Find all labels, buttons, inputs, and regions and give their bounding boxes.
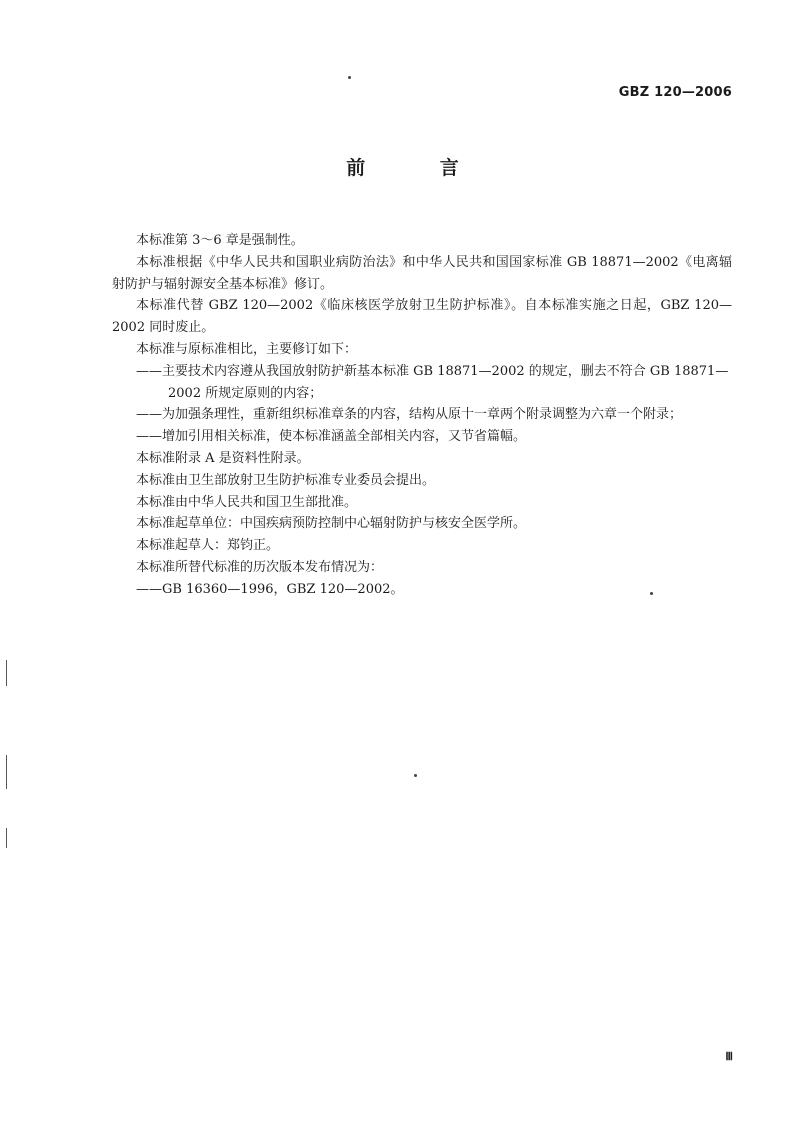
scan-dot: [650, 592, 653, 595]
paragraph-mandatory-chapters: 本标准第 3～6 章是强制性。: [136, 233, 304, 248]
change-item-2: ——为加强条理性，重新组织标准章条的内容，结构从原十一章两个附录调整为六章一个附录；: [136, 407, 683, 423]
scan-mark: [6, 755, 7, 789]
standard-code: GBZ 120—2006: [618, 85, 732, 100]
scan-dot: [348, 76, 351, 79]
change-item-3: ——增加引用相关标准，使本标准涵盖全部相关内容，又节省篇幅。: [136, 429, 527, 445]
paragraph-changes-intro: 本标准与原标准相比，主要修订如下：: [136, 341, 358, 357]
page-title: 前 言: [346, 157, 493, 179]
change-item-1: ——主要技术内容遵从我国放射防护新基本标准 GB 18871—2002 的规定，删去不符合 GB 18871—2002 所规定原则的内容；: [136, 363, 729, 401]
paragraph-proposer: 本标准由卫生部放射卫生防护标准专业委员会提出。: [136, 472, 436, 488]
foreword-body: [112, 230, 732, 601]
paragraph-drafting-unit: 本标准起草单位：中国疾病预防控制中心辐射防护与核安全医学所。: [136, 516, 527, 532]
history-item: ——GB 16360—1996，GBZ 120—2002。: [136, 581, 404, 597]
paragraph-approver: 本标准由中华人民共和国卫生部批准。: [136, 494, 358, 510]
page-number: Ⅲ: [725, 1051, 733, 1063]
paragraph-replacement: 本标准代替 GBZ 120—2002《临床核医学放射卫生防护标准》。自本标准实施之日起，GBZ 120—2002 同时废止。: [112, 298, 732, 336]
paragraph-drafter: 本标准起草人：郑钧正。: [136, 538, 280, 554]
scan-dot: [414, 774, 417, 777]
paragraph-history-intro: 本标准所替代标准的历次版本发布情况为：: [136, 559, 384, 575]
scan-mark: [6, 828, 7, 848]
scan-mark: [6, 660, 7, 686]
paragraph-basis: 本标准根据《中华人民共和国职业病防治法》和中华人民共和国国家标准 GB 18871—2002《电离辐射防护与辐射源安全基本标准》修订。: [112, 254, 732, 292]
paragraph-annex: 本标准附录 A 是资料性附录。: [136, 450, 310, 466]
